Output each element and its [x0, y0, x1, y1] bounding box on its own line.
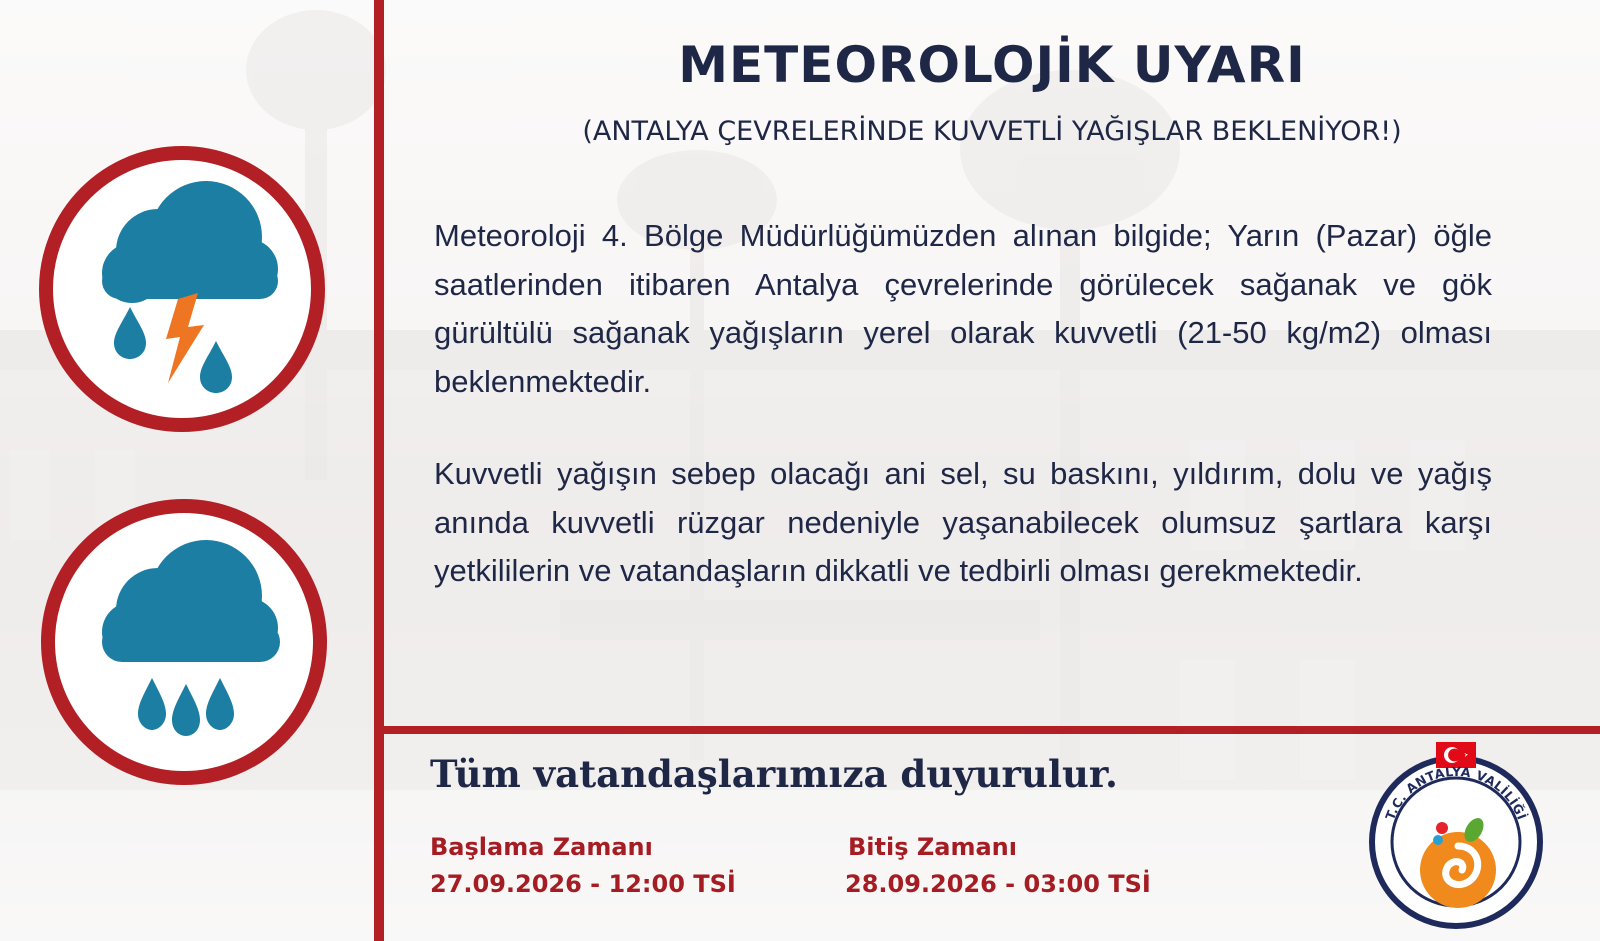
- thunderstorm-rain-icon: [38, 145, 326, 433]
- start-time-label: Başlama Zamanı: [430, 833, 653, 861]
- warning-subtitle: (ANTALYA ÇEVRELERİNDE KUVVETLİ YAĞIŞLAR BEKLENİYOR!): [582, 116, 1402, 147]
- horizontal-red-divider: [384, 726, 1600, 734]
- start-time-value: 27.09.2026 - 12:00 TSİ: [430, 870, 736, 898]
- announcement-text: Tüm vatandaşlarımıza duyurulur.: [430, 752, 1118, 796]
- end-time-label: Bitiş Zamanı: [848, 833, 1017, 861]
- end-time-value: 28.09.2026 - 03:00 TSİ: [845, 870, 1151, 898]
- svg-text:T.C. ANTALYA VALİLİĞİ: T.C. ANTALYA VALİLİĞİ: [1382, 763, 1530, 823]
- warning-title: METEOROLOJİK UYARI: [678, 36, 1306, 94]
- antalya-governorship-seal-logo: [1362, 742, 1550, 930]
- warning-paragraph-precautions: Kuvvetli yağışın sebep olacağı ani sel, su baskını, yıldırım, dolu ve yağış anında kuvvetli rüzgar nedeniyle yaşanabilecek olumsuz şartlara karşı yetkililerin ve vatandaşların dikkatli ve tedbirli olması gerekmektedir.: [434, 456, 1492, 588]
- vertical-red-divider: [374, 0, 384, 941]
- warning-paragraph-forecast: Meteoroloji 4. Bölge Müdürlüğümüzden alınan bilgide; Yarın (Pazar) öğle saatlerinden itibaren Antalya çevrelerinde görülecek sağanak ve gök gürültülü sağanak yağışların yerel olarak kuvvetli (21-50 kg/m2) olması beklenmektedir.: [434, 218, 1492, 399]
- rain-cloud-icon: [40, 498, 328, 786]
